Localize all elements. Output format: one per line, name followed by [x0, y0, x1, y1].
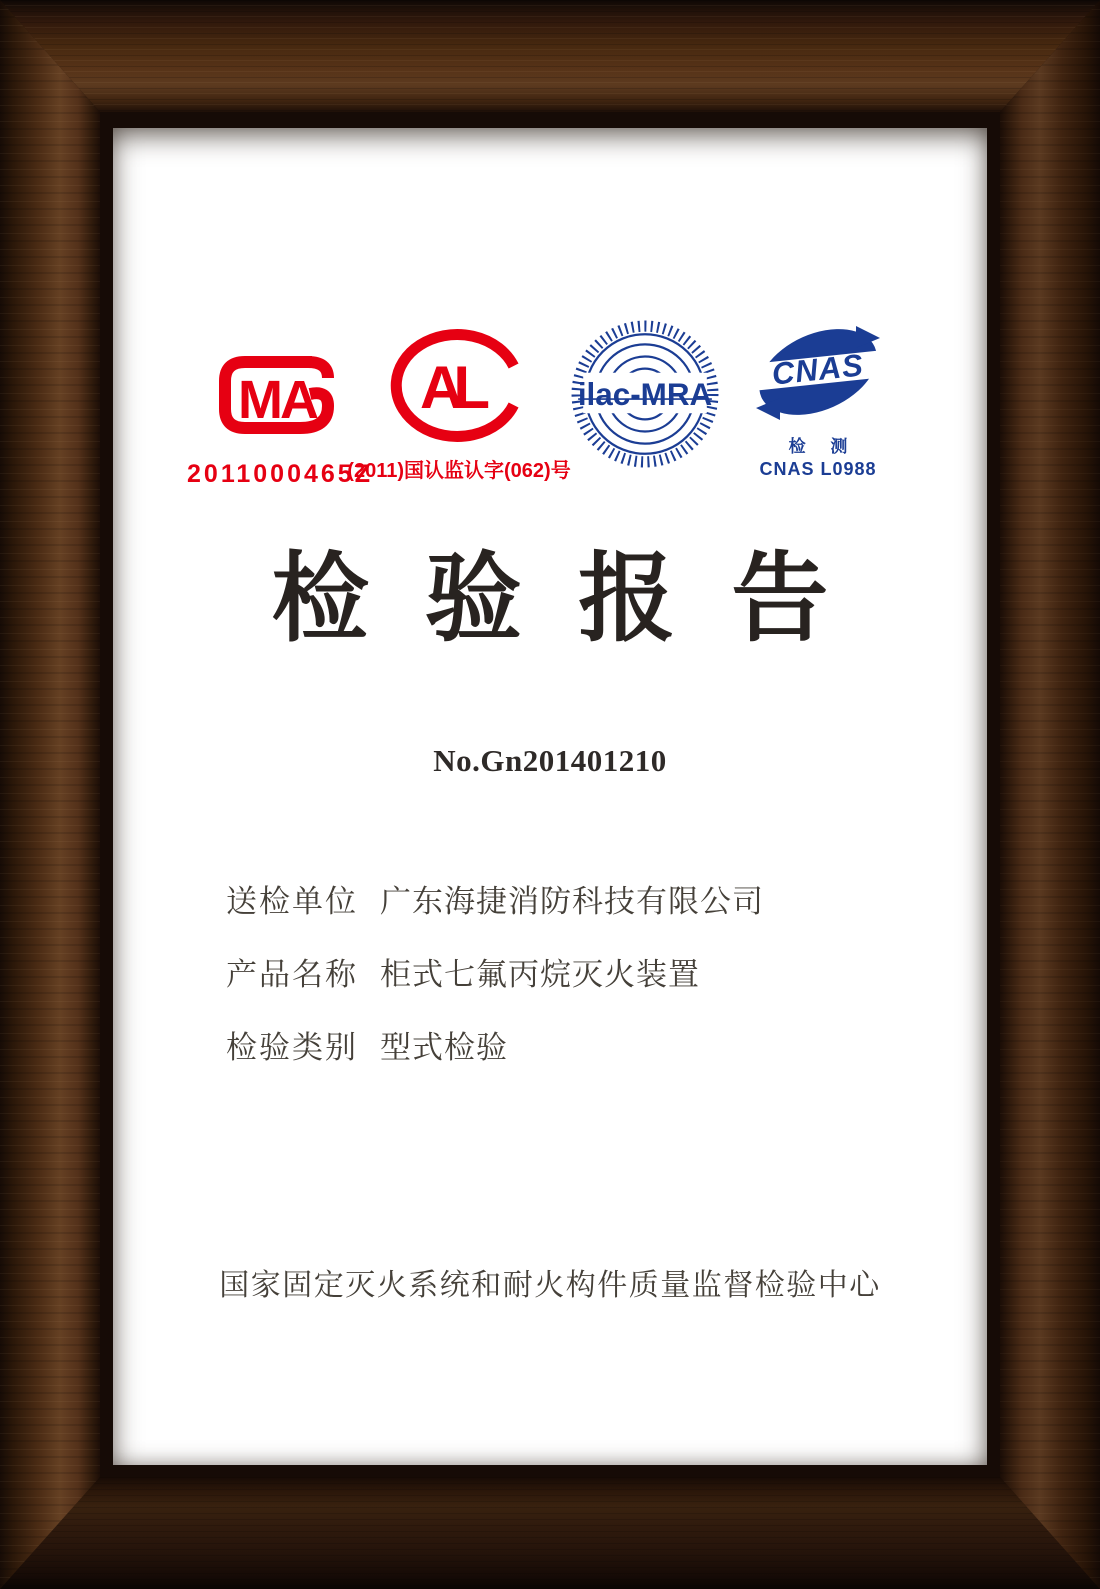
report-fields	[226, 876, 927, 1095]
cma-number: 2011000465Z	[187, 460, 373, 488]
cal-letters: AL	[420, 354, 480, 421]
field-row-product	[226, 949, 927, 994]
ilac-mra-label: ilac-MRA	[577, 377, 713, 413]
cnas-caption-cn: 检 测	[788, 437, 858, 456]
cnas-label: CNAS	[770, 347, 866, 392]
issuing-authority: 国家固定灭火系统和耐火构件质量监督检验中心	[219, 1269, 881, 1302]
cma-logo	[187, 348, 373, 489]
cma-mark-icon	[215, 348, 345, 442]
cal-logo	[347, 326, 571, 483]
report-number: No.Gn201401210	[433, 743, 667, 778]
certificate-page	[113, 128, 987, 1465]
frame-bottom-rail	[0, 1477, 1100, 1589]
frame-top-rail	[0, 0, 1100, 112]
cma-letters: MA	[238, 370, 316, 430]
field-value: 广东海捷消防科技有限公司	[380, 884, 764, 919]
ilac-mra-logo	[569, 318, 721, 470]
ilac-mra-mark-icon	[569, 318, 721, 470]
report-title: 检验报告	[271, 544, 885, 653]
field-label: 检验类别	[226, 1030, 358, 1065]
field-row-inspection-type	[226, 1022, 927, 1067]
cnas-caption-code: CNAS L0988	[759, 459, 877, 479]
field-value: 柜式七氟丙烷灭火装置	[380, 957, 700, 992]
field-row-client	[226, 876, 927, 921]
cal-mark-icon	[384, 326, 534, 446]
accreditation-logos-row	[113, 318, 987, 488]
frame-left-rail	[0, 0, 100, 1589]
cal-caption: (2011)国认监认字(062)号	[347, 460, 571, 482]
cnas-logo	[747, 324, 889, 480]
field-value: 型式检验	[380, 1030, 508, 1065]
cnas-mark-icon	[748, 324, 888, 422]
frame-right-rail	[1000, 0, 1100, 1589]
field-label: 产品名称	[226, 957, 358, 992]
field-label: 送检单位	[226, 884, 358, 919]
